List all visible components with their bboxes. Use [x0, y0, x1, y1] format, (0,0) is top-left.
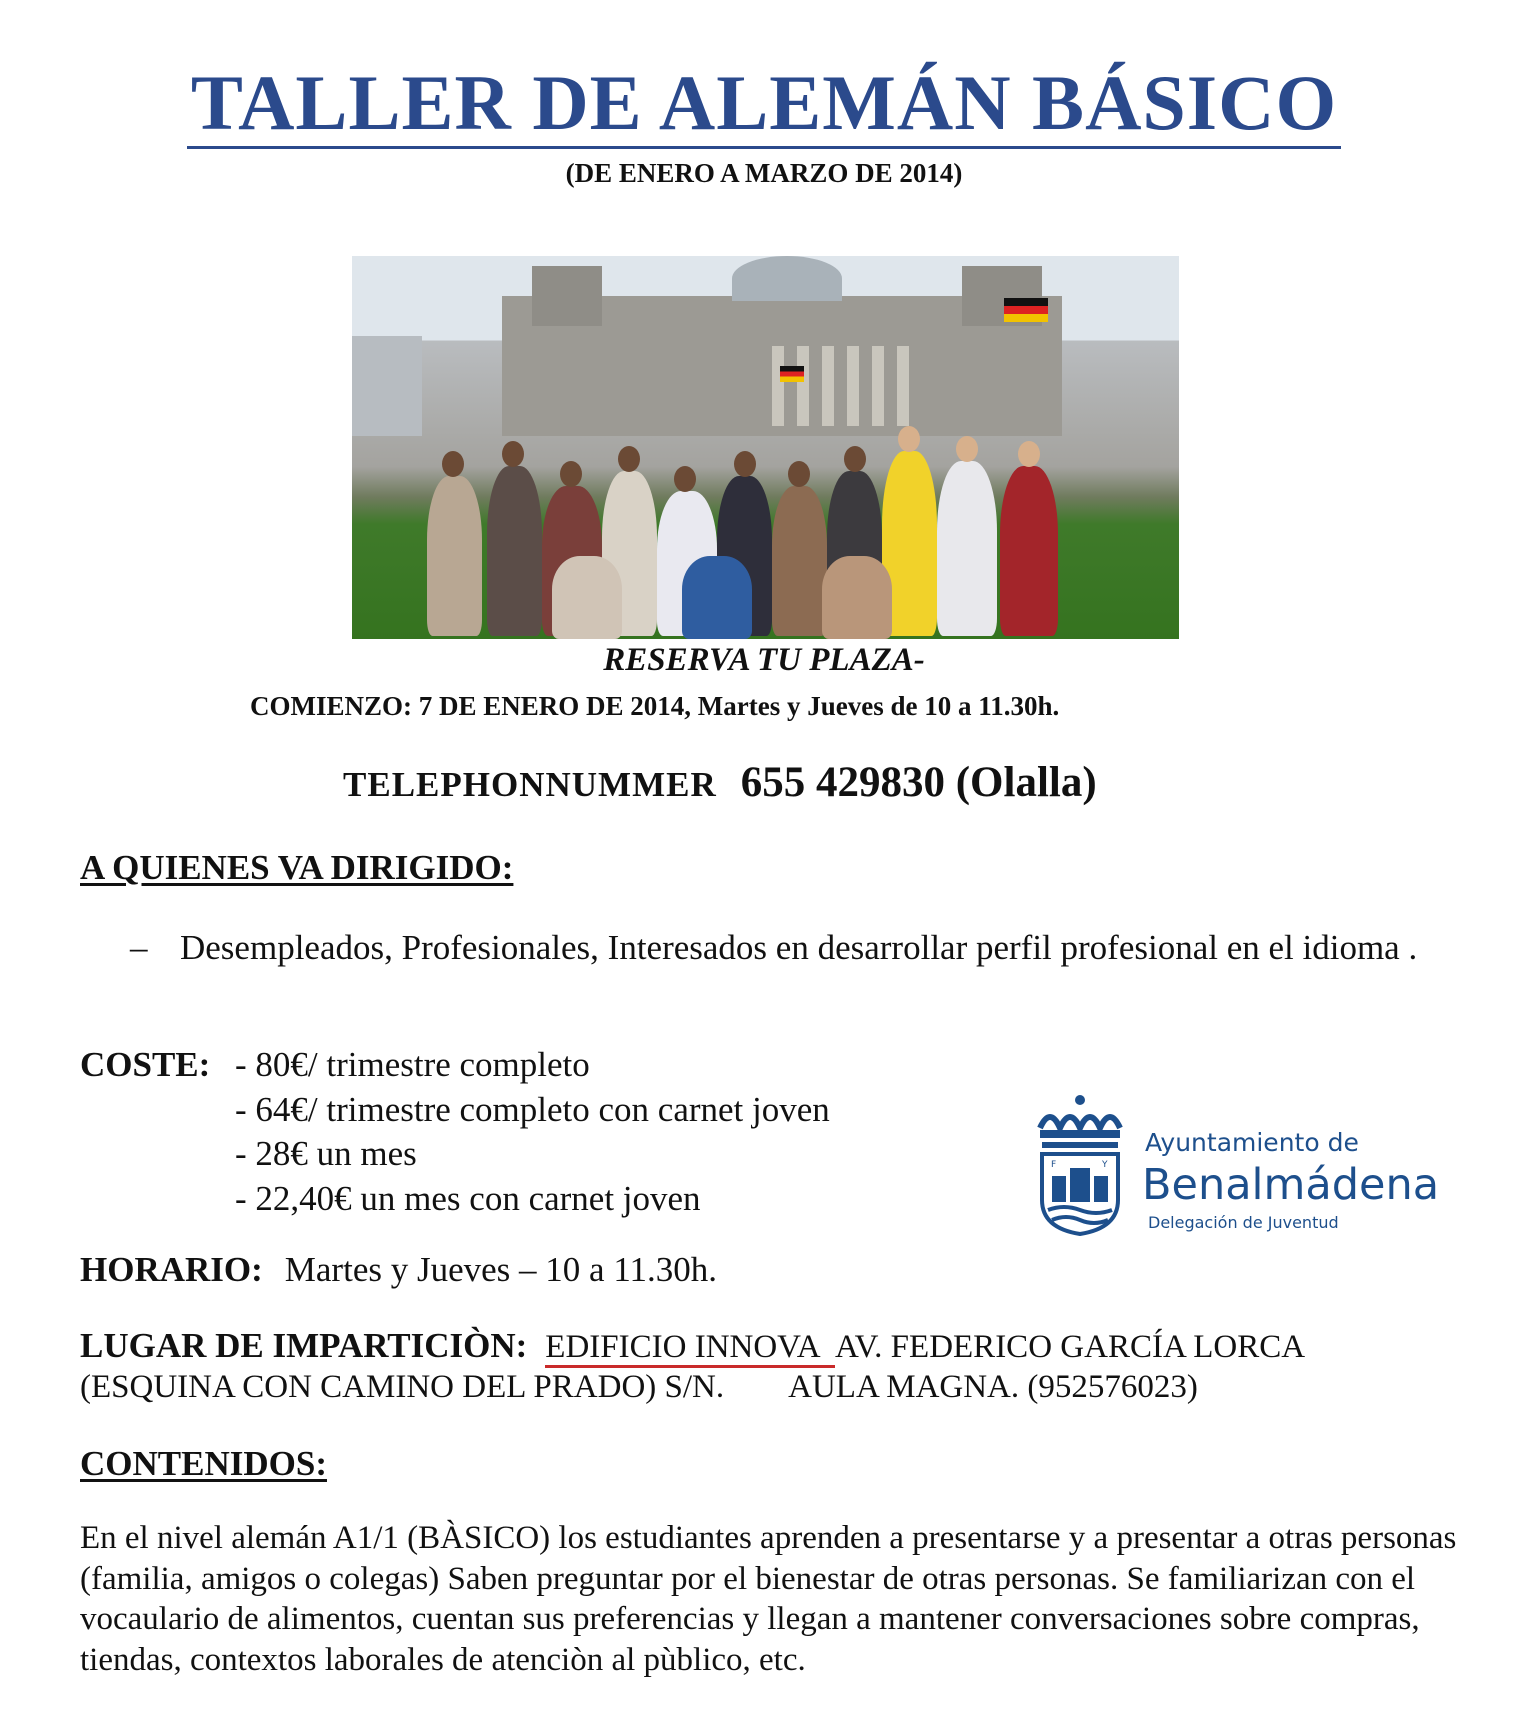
page-title-text: TALLER DE ALEMÁN BÁSICO: [187, 59, 1341, 149]
person-head: [442, 451, 464, 477]
person-head: [502, 441, 524, 467]
address-corner: (ESQUINA CON CAMINO DEL PRADO) S/N.: [80, 1369, 725, 1405]
side-building: [352, 336, 422, 436]
crest-initial-f: F: [1051, 1160, 1057, 1170]
location-line-1: [80, 1326, 1460, 1367]
cost-item: - 28€ un mes: [235, 1134, 417, 1173]
cost-item: - 22,40€ un mes con carnet joven: [235, 1178, 701, 1218]
column: [897, 346, 909, 426]
cost-row: [80, 1043, 830, 1088]
ayuntamiento-logo: [1030, 1088, 1480, 1238]
phone-line: [343, 758, 1097, 807]
cost-label: COSTE:: [80, 1045, 211, 1084]
person-head: [956, 436, 978, 462]
german-flag: [1004, 298, 1048, 322]
person-head: [734, 451, 756, 477]
building-dome: [732, 256, 842, 301]
page-title: [0, 58, 1528, 149]
person: [937, 461, 997, 636]
audience-text: Desempleados, Profesionales, Interesados en desarrollar perfil profesional en el idioma .: [180, 928, 1418, 967]
logo-line-2: Benalmádena: [1142, 1160, 1440, 1210]
audience-list-item: [130, 926, 1430, 970]
cost-item: - 80€/ trimestre completo: [235, 1045, 590, 1084]
contents-paragraph: En el nivel alemán A1/1 (BÀSICO) los estudiantes aprenden a presentarse y a presentar a otras personas (familia, amigos o colegas) Saben preguntar por el bienestar de otras personas. Se familiarizan con el vocaulario de alimentos, cuentan sus preferencias y llegan a mantener conversaciones sobre compras, tiendas, contextos laborales de atenciòn al pùblico, etc.: [80, 1520, 1457, 1678]
person: [1000, 466, 1058, 636]
logo-line-3: Delegación de Juventud: [1148, 1213, 1339, 1232]
schedule-label: HORARIO:: [80, 1250, 263, 1289]
logo-line-1: Ayuntamiento de: [1145, 1128, 1359, 1157]
bullet-dash: –: [130, 928, 148, 967]
location-label: LUGAR DE IMPARTICIÒN:: [80, 1326, 528, 1365]
phone-label: TELEPHONNUMMER: [343, 765, 717, 804]
phone-number: 655 429830 (Olalla): [740, 759, 1097, 806]
schedule-row: [80, 1250, 717, 1290]
contents-heading: CONTENIDOS:: [80, 1444, 327, 1483]
person: [772, 486, 827, 636]
german-flag-small: [780, 366, 804, 382]
schedule-value: Martes y Jueves – 10 a 11.30h.: [284, 1250, 718, 1289]
column: [772, 346, 784, 426]
audience-heading: A QUIENES VA DIRIGIDO:: [80, 848, 514, 887]
building-tower-left: [532, 266, 602, 326]
person-head: [560, 461, 582, 487]
reserve-heading: RESERVA TU PLAZA-: [603, 642, 925, 678]
person-head: [898, 426, 920, 452]
crest-initial-y: Y: [1102, 1160, 1108, 1170]
person: [552, 556, 622, 639]
person: [427, 476, 482, 636]
location-section: [80, 1326, 1460, 1407]
cost-item: - 64€/ trimestre completo con carnet joven: [235, 1089, 830, 1129]
column: [797, 346, 809, 426]
column: [822, 346, 834, 426]
street-address: AV. FEDERICO GARCÍA LORCA: [835, 1329, 1306, 1365]
person-head: [618, 446, 640, 472]
location-line-2: [80, 1367, 1460, 1407]
column: [847, 346, 859, 426]
room-and-phone: AULA MAGNA. (952576023): [788, 1369, 1198, 1405]
person-head: [674, 466, 696, 492]
date-range-subtitle: (DE ENERO A MARZO DE 2014): [565, 158, 963, 188]
person: [822, 556, 892, 639]
crest-initials: [1030, 1088, 1130, 1238]
cost-section: [80, 1043, 830, 1221]
person-head: [788, 461, 810, 487]
person-head: [1018, 441, 1040, 467]
column: [872, 346, 884, 426]
person: [682, 556, 752, 639]
person: [487, 466, 542, 636]
group-photo: [352, 256, 1179, 639]
person-head: [844, 446, 866, 472]
start-date: COMIENZO: 7 DE ENERO DE 2014, Martes y Jueves de 10 a 11.30h.: [250, 691, 1060, 721]
building-name: EDIFICIO INNOVA: [545, 1329, 835, 1368]
